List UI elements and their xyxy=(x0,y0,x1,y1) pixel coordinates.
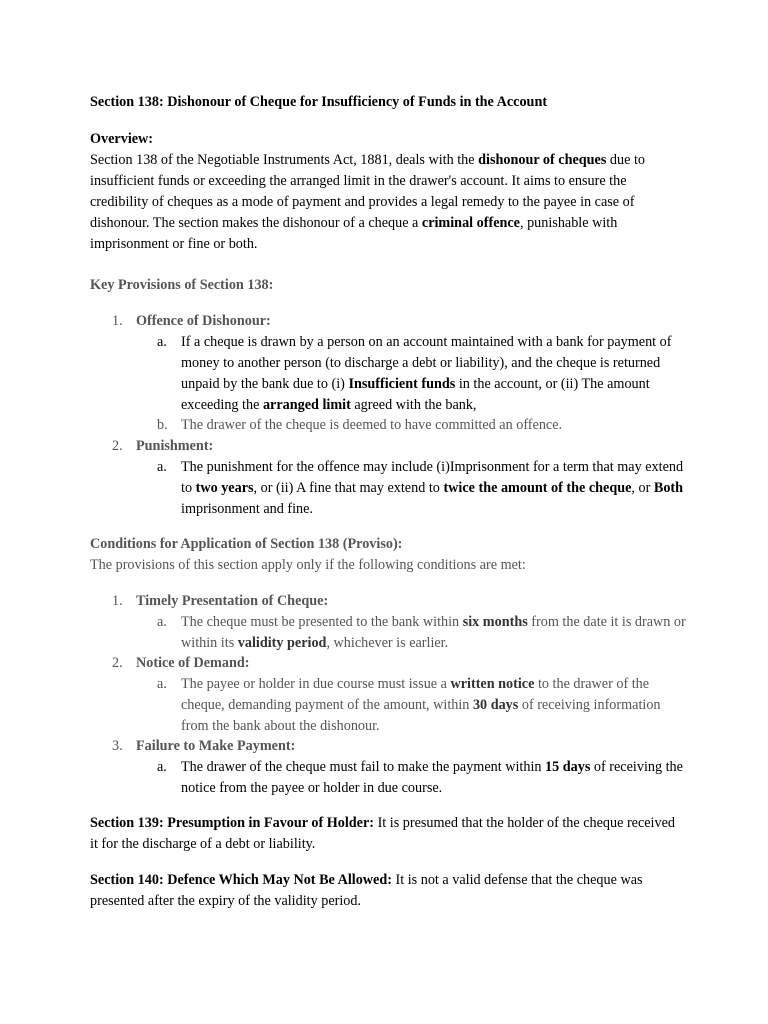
condition-label: Timely Presentation of Cheque: xyxy=(136,593,329,609)
section-140-text: It is not a valid defense that the cheque was presented after the expiry of the validity period. xyxy=(90,872,643,909)
key-provisions-heading xyxy=(90,275,690,296)
condition-subitem xyxy=(157,674,686,737)
subitem-text: , whichever is earlier. xyxy=(326,635,449,651)
subitem-text: The punishment for the offence may include (i)Imprisonment for a term that may extend to xyxy=(181,459,684,496)
condition-label: Failure to Make Payment: xyxy=(136,738,296,754)
conditions-heading xyxy=(90,534,690,555)
subitem-text: in the account, or (ii) The amount exceeding the xyxy=(181,376,650,413)
list-letter: b. xyxy=(157,417,168,433)
subitem-text: The drawer of the cheque is deemed to have committed an offence. xyxy=(181,417,563,433)
provision-label: Offence of Dishonour: xyxy=(136,313,271,329)
subitem-text: of receiving the notice from the payee or holder in due course. xyxy=(181,759,683,796)
list-letter: a. xyxy=(157,334,167,350)
provision-label: Punishment: xyxy=(136,438,214,454)
overview-bold-1: dishonour of cheques xyxy=(478,152,607,168)
subitem-text: of receiving information from the bank about the dishonour. xyxy=(181,697,661,734)
subitem-bold: 30 days xyxy=(472,697,519,713)
subitem-bold: arranged limit xyxy=(262,397,351,413)
list-number: 2. xyxy=(112,438,123,454)
subitem-text: from the date it is drawn or within its xyxy=(181,614,686,651)
overview-bold-2: criminal offence xyxy=(421,215,520,231)
list-letter: a. xyxy=(157,676,167,692)
subitem-text: The drawer of the cheque must fail to make the payment within xyxy=(181,759,546,775)
list-letter: a. xyxy=(157,614,167,630)
subitem-bold: Insufficient funds xyxy=(348,376,456,392)
list-number: 1. xyxy=(112,593,123,609)
condition-label: Notice of Demand: xyxy=(136,655,250,671)
subitem-bold: two years xyxy=(195,480,254,496)
subitem-bold: twice the amount of the cheque xyxy=(443,480,632,496)
subitem-bold: 15 days xyxy=(545,759,591,775)
subitem-text: The cheque must be presented to the bank within xyxy=(181,614,463,630)
subitem-text: The payee or holder in due course must issue a xyxy=(181,676,451,692)
overview-text-1: Section 138 of the Negotiable Instruments Act, 1881, deals with the xyxy=(90,152,479,168)
provision-subitem xyxy=(157,457,686,520)
overview-text-3: , punishable with imprisonment or fine or both. xyxy=(90,215,618,252)
subitem-text: If a cheque is drawn by a person on an account maintained with a bank for payment of money to another person (to discharge a debt or liability), and the cheque is returned unpaid by the bank due to (i) xyxy=(181,334,672,392)
section-140-heading: Section 140: Defence Which May Not Be Allowed: xyxy=(90,872,392,888)
condition-subitem xyxy=(157,757,686,799)
conditions-heading-text: Conditions for Application of Section 138 (Proviso): xyxy=(90,536,403,552)
overview-text-2: due to insufficient funds or exceeding the arranged limit in the drawer's account. It aims to ensure the credibility of cheques as a mode of payment and provides a legal remedy to the payee in case of dishonour. The section makes the dishonour of a cheque a xyxy=(90,152,645,231)
subitem-bold: Both xyxy=(653,480,684,496)
list-letter: a. xyxy=(157,759,167,775)
section-139-paragraph xyxy=(90,813,675,855)
list-number: 2. xyxy=(112,655,123,671)
overview-paragraph xyxy=(90,150,685,255)
overview-heading xyxy=(90,129,690,150)
provision-subitem xyxy=(157,332,686,416)
condition-subitem xyxy=(157,612,686,654)
section-139-heading: Section 139: Presumption in Favour of Holder: xyxy=(90,815,375,831)
subitem-text: imprisonment and fine. xyxy=(181,501,313,517)
subitem-text: , or (ii) A fine that may extend to xyxy=(253,480,444,496)
subitem-text: , or xyxy=(631,480,654,496)
section-139-text: It is presumed that the holder of the cheque received it for the discharge of a debt or liability. xyxy=(90,815,675,852)
subitem-bold: written notice xyxy=(450,676,535,692)
section-140-paragraph xyxy=(90,870,675,912)
subitem-bold: six months xyxy=(462,614,528,630)
conditions-intro: The provisions of this section apply only if the following conditions are met: xyxy=(90,557,526,573)
subitem-text: agreed with the bank, xyxy=(350,397,477,413)
list-number: 3. xyxy=(112,738,123,754)
subitem-text: to the drawer of the cheque, demanding payment of the amount, within xyxy=(181,676,650,713)
title-text: Section 138: Dishonour of Cheque for Insufficiency of Funds in the Account xyxy=(90,94,548,110)
provision-subitem xyxy=(157,415,686,436)
subitem-bold: validity period xyxy=(237,635,327,651)
key-provisions-heading-text: Key Provisions of Section 138: xyxy=(90,277,274,293)
document-title xyxy=(90,92,690,113)
overview-heading-text: Overview: xyxy=(90,131,154,147)
list-letter: a. xyxy=(157,459,167,475)
list-number: 1. xyxy=(112,313,123,329)
